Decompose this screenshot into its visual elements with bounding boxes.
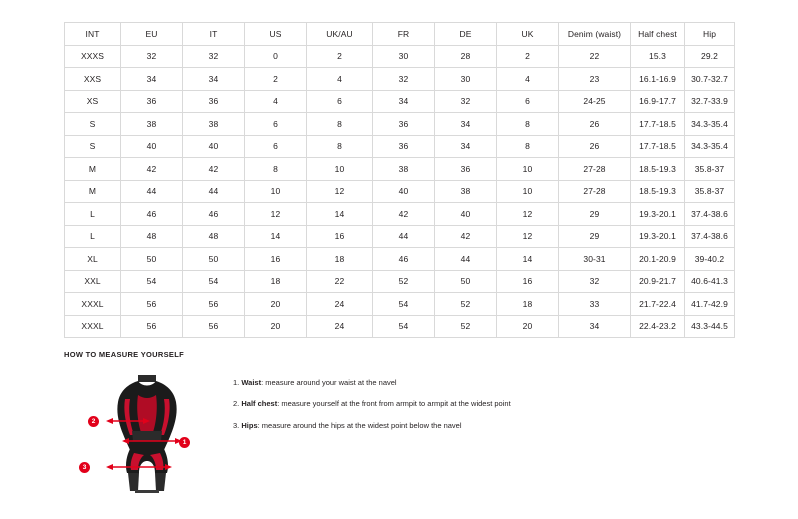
- cell: 37.4-38.6: [685, 203, 735, 226]
- cell: 44: [183, 180, 245, 203]
- cell: S: [65, 113, 121, 136]
- cell: 35.8-37: [685, 180, 735, 203]
- cell: 22: [559, 45, 631, 68]
- cell: M: [65, 180, 121, 203]
- instruction-number: 2.: [233, 399, 240, 409]
- cell: 56: [121, 293, 183, 316]
- cell: 40: [183, 135, 245, 158]
- cell: 30-31: [559, 248, 631, 271]
- cell: 50: [435, 270, 497, 293]
- instruction-text: : measure around your waist at the navel: [261, 378, 397, 387]
- cell: 42: [183, 158, 245, 181]
- cell: 10: [497, 180, 559, 203]
- table-row: [65, 270, 735, 293]
- cell: 38: [183, 113, 245, 136]
- column-header-eu: EU: [121, 23, 183, 46]
- cell: 36: [373, 113, 435, 136]
- cell: 6: [497, 90, 559, 113]
- cell: 34: [559, 315, 631, 338]
- table-body: [65, 45, 735, 338]
- cell: 18.5-19.3: [631, 180, 685, 203]
- cell: 8: [245, 158, 307, 181]
- table-row: [65, 225, 735, 248]
- cell: 34: [121, 68, 183, 91]
- table-header-row: [65, 23, 735, 46]
- column-header-int: INT: [65, 23, 121, 46]
- cell: L: [65, 225, 121, 248]
- cell: 20: [245, 315, 307, 338]
- cell: 56: [121, 315, 183, 338]
- cell: 37.4-38.6: [685, 225, 735, 248]
- measure-instructions-list: [233, 369, 511, 443]
- cell: 6: [245, 113, 307, 136]
- table-row: [65, 45, 735, 68]
- cell: 34.3-35.4: [685, 113, 735, 136]
- cell: XS: [65, 90, 121, 113]
- column-header-half-chest: Half chest: [631, 23, 685, 46]
- cell: 42: [373, 203, 435, 226]
- cell: 18: [245, 270, 307, 293]
- column-header-uk-au: UK/AU: [307, 23, 373, 46]
- cell: 2: [307, 45, 373, 68]
- cell: 8: [307, 135, 373, 158]
- cell: 6: [245, 135, 307, 158]
- cell: XXXL: [65, 315, 121, 338]
- cell: 50: [121, 248, 183, 271]
- cell: 34: [435, 135, 497, 158]
- cell: 24-25: [559, 90, 631, 113]
- cell: 30.7-32.7: [685, 68, 735, 91]
- cell: 16.1-16.9: [631, 68, 685, 91]
- cell: 19.3-20.1: [631, 203, 685, 226]
- cell: 10: [307, 158, 373, 181]
- cell: 22: [307, 270, 373, 293]
- cell: XXXL: [65, 293, 121, 316]
- cell: 44: [373, 225, 435, 248]
- cell: 48: [121, 225, 183, 248]
- cell: 18: [497, 293, 559, 316]
- measure-instruction-waist: [233, 379, 511, 387]
- cell: 32.7-33.9: [685, 90, 735, 113]
- cell: 39-40.2: [685, 248, 735, 271]
- cell: 33: [559, 293, 631, 316]
- instruction-number: 3.: [233, 420, 240, 430]
- cell: 54: [373, 315, 435, 338]
- cell: 14: [307, 203, 373, 226]
- measure-badge-waist: 1: [179, 437, 190, 448]
- table-row: [65, 315, 735, 338]
- cell: 34: [183, 68, 245, 91]
- cell: 44: [435, 248, 497, 271]
- table-row: [65, 293, 735, 316]
- instruction-number: 1.: [233, 378, 240, 387]
- cell: 35.8-37: [685, 158, 735, 181]
- column-header-hip: Hip: [685, 23, 735, 46]
- cell: 52: [373, 270, 435, 293]
- cell: 4: [307, 68, 373, 91]
- cell: 38: [121, 113, 183, 136]
- column-header-de: DE: [435, 23, 497, 46]
- cell: 42: [435, 225, 497, 248]
- cell: 44: [121, 180, 183, 203]
- cell: 26: [559, 113, 631, 136]
- cell: 46: [373, 248, 435, 271]
- how-to-measure-title: HOW TO MEASURE YOURSELF: [64, 350, 184, 359]
- table-row: [65, 180, 735, 203]
- cell: 40.6-41.3: [685, 270, 735, 293]
- cell: 38: [373, 158, 435, 181]
- cell: 24: [307, 293, 373, 316]
- cell: 29: [559, 203, 631, 226]
- cell: 17.7-18.5: [631, 113, 685, 136]
- cell: 2: [497, 45, 559, 68]
- cell: 34.3-35.4: [685, 135, 735, 158]
- cell: 21.7-22.4: [631, 293, 685, 316]
- cell: 20: [497, 315, 559, 338]
- instruction-text: : measure around the hips at the widest point below the navel: [257, 420, 462, 430]
- cell: 32: [183, 45, 245, 68]
- cell: 41.7-42.9: [685, 293, 735, 316]
- cell: S: [65, 135, 121, 158]
- cell: 20: [245, 293, 307, 316]
- cell: 0: [245, 45, 307, 68]
- column-header-uk: UK: [497, 23, 559, 46]
- cell: 54: [183, 270, 245, 293]
- cell: 36: [435, 158, 497, 181]
- cell: 54: [121, 270, 183, 293]
- cell: 8: [497, 113, 559, 136]
- cell: 34: [373, 90, 435, 113]
- cell: 2: [245, 68, 307, 91]
- cell: 27-28: [559, 158, 631, 181]
- cell: 16: [307, 225, 373, 248]
- instruction-term: Waist: [241, 378, 262, 387]
- cell: 17.7-18.5: [631, 135, 685, 158]
- cell: 12: [497, 203, 559, 226]
- cell: 19.3-20.1: [631, 225, 685, 248]
- table-row: [65, 90, 735, 113]
- cell: 8: [307, 113, 373, 136]
- measure-badge-hips: 3: [79, 462, 90, 473]
- cell: 14: [245, 225, 307, 248]
- cell: 29: [559, 225, 631, 248]
- column-header-us: US: [245, 23, 307, 46]
- cell: 18.5-19.3: [631, 158, 685, 181]
- cell: XXXS: [65, 45, 121, 68]
- measure-instruction-half-chest: [233, 400, 511, 408]
- cell: 36: [183, 90, 245, 113]
- cell: 26: [559, 135, 631, 158]
- cell: 12: [245, 203, 307, 226]
- cell: 6: [307, 90, 373, 113]
- cell: 40: [121, 135, 183, 158]
- column-header-fr: FR: [373, 23, 435, 46]
- mannequin-figure: [82, 369, 207, 494]
- cell: 54: [373, 293, 435, 316]
- cell: 40: [435, 203, 497, 226]
- cell: 18: [307, 248, 373, 271]
- table-row: [65, 68, 735, 91]
- cell: 32: [373, 68, 435, 91]
- how-to-measure-section: [64, 350, 744, 494]
- cell: 52: [435, 293, 497, 316]
- table-row: [65, 248, 735, 271]
- cell: 20.9-21.7: [631, 270, 685, 293]
- cell: 46: [121, 203, 183, 226]
- cell: 10: [497, 158, 559, 181]
- cell: XXL: [65, 270, 121, 293]
- cell: 34: [435, 113, 497, 136]
- measure-badge-half-chest: 2: [88, 416, 99, 427]
- cell: 52: [435, 315, 497, 338]
- cell: XXS: [65, 68, 121, 91]
- instruction-term: Half chest: [241, 399, 278, 409]
- cell: 46: [183, 203, 245, 226]
- cell: 20.1-20.9: [631, 248, 685, 271]
- size-conversion-table: [64, 22, 735, 338]
- cell: 14: [497, 248, 559, 271]
- size-table-container: [64, 22, 734, 338]
- column-header-it: IT: [183, 23, 245, 46]
- cell: 28: [435, 45, 497, 68]
- cell: 50: [183, 248, 245, 271]
- table-row: [65, 113, 735, 136]
- column-header-denim-waist: Denim (waist): [559, 23, 631, 46]
- table-row: [65, 135, 735, 158]
- cell: 42: [121, 158, 183, 181]
- instruction-text: : measure yourself at the front from armpit to armpit at the widest point: [277, 399, 511, 409]
- cell: 56: [183, 293, 245, 316]
- cell: 36: [373, 135, 435, 158]
- cell: 29.2: [685, 45, 735, 68]
- cell: 16.9-17.7: [631, 90, 685, 113]
- cell: 43.3-44.5: [685, 315, 735, 338]
- cell: 38: [435, 180, 497, 203]
- how-to-measure-body: [64, 369, 744, 494]
- cell: 32: [121, 45, 183, 68]
- cell: 40: [373, 180, 435, 203]
- cell: 27-28: [559, 180, 631, 203]
- cell: 12: [497, 225, 559, 248]
- cell: 12: [307, 180, 373, 203]
- cell: 30: [435, 68, 497, 91]
- measure-instruction-hips: [233, 422, 511, 430]
- cell: 30: [373, 45, 435, 68]
- cell: 16: [245, 248, 307, 271]
- cell: 23: [559, 68, 631, 91]
- cell: 32: [559, 270, 631, 293]
- table-row: [65, 158, 735, 181]
- cell: M: [65, 158, 121, 181]
- cell: 48: [183, 225, 245, 248]
- cell: 24: [307, 315, 373, 338]
- cell: 8: [497, 135, 559, 158]
- mannequin-illustration: [92, 369, 207, 494]
- cell: 36: [121, 90, 183, 113]
- cell: 16: [497, 270, 559, 293]
- cell: L: [65, 203, 121, 226]
- cell: XL: [65, 248, 121, 271]
- cell: 4: [245, 90, 307, 113]
- cell: 22.4-23.2: [631, 315, 685, 338]
- instruction-term: Hips: [241, 420, 258, 430]
- cell: 56: [183, 315, 245, 338]
- cell: 15.3: [631, 45, 685, 68]
- table-row: [65, 203, 735, 226]
- cell: 10: [245, 180, 307, 203]
- cell: 32: [435, 90, 497, 113]
- cell: 4: [497, 68, 559, 91]
